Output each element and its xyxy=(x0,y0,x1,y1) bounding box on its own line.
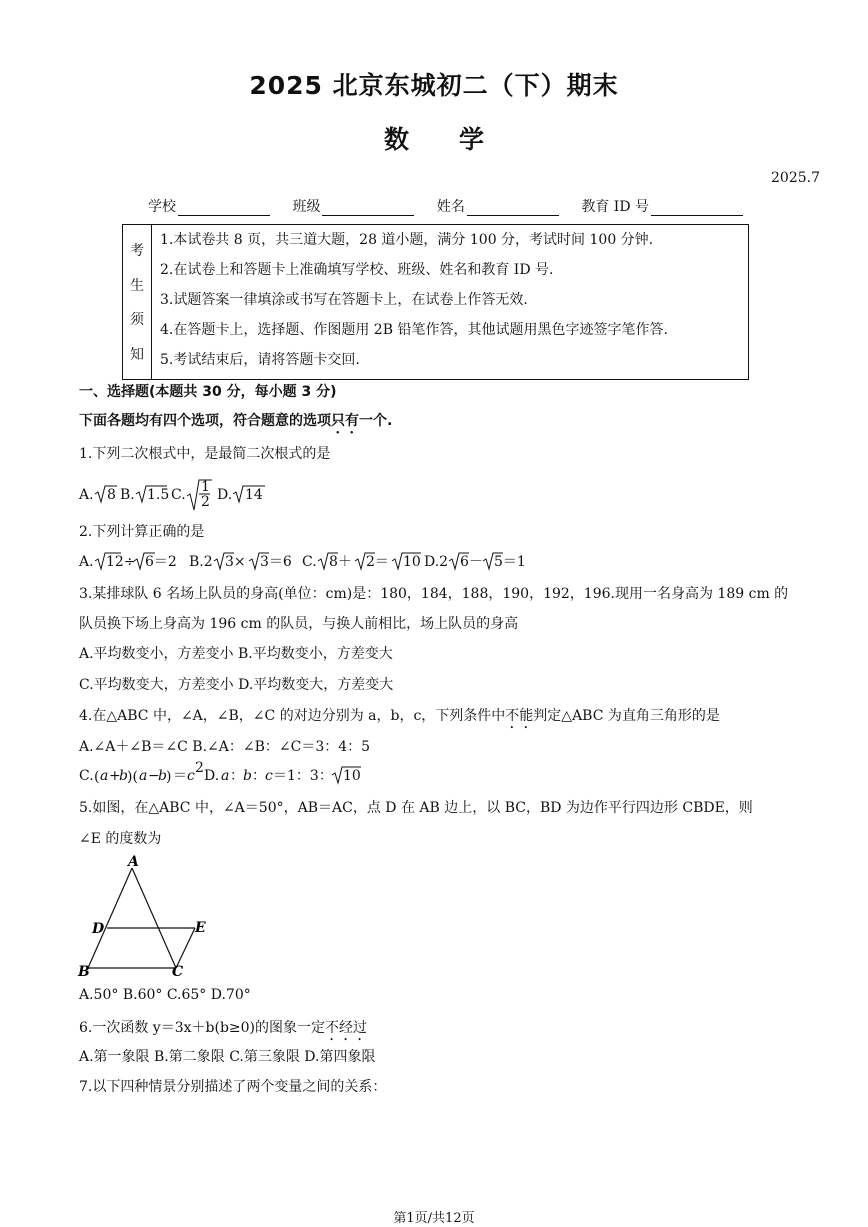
q4-stem-text: 4.在△ABC 中，∠A，∠B，∠C 的对边分别为 a，b，c，下列条件中 xyxy=(79,708,506,724)
svg-text:(: ( xyxy=(94,769,100,785)
svg-text:2: 2 xyxy=(195,760,204,776)
notice-item: 4.在答题卡上，选择题、作图题用 2B 铅笔作答，其他试题用黑色字迹签字笔作答. xyxy=(160,322,668,338)
section-heading: 一、选择题(本题共 30 分，每小题 3 分) xyxy=(79,384,337,400)
q4-stem-text: 判定△ABC 为直角三角形的是 xyxy=(533,708,720,724)
svg-text:B.2: B.2 xyxy=(189,554,213,570)
svg-text:c: c xyxy=(265,768,273,784)
school-field[interactable] xyxy=(148,199,270,215)
svg-text:)(: )( xyxy=(127,769,138,785)
svg-text:2: 2 xyxy=(201,494,210,510)
q1-options xyxy=(79,478,279,516)
svg-text:b: b xyxy=(243,768,252,784)
q6-stem xyxy=(79,1017,367,1044)
svg-text:): ) xyxy=(166,769,172,785)
svg-text:1: 1 xyxy=(201,479,210,495)
school-label: 学校 xyxy=(148,199,176,215)
q5-figure-parallelogram xyxy=(74,852,214,980)
exam-notice-box xyxy=(122,224,749,380)
svg-text:5＝1: 5＝1 xyxy=(494,554,526,570)
q2-options-math xyxy=(79,548,526,574)
q2-stem: 2.下列计算正确的是 xyxy=(79,524,205,540)
svg-text:12÷: 12÷ xyxy=(106,554,136,570)
edge-ec xyxy=(176,928,195,968)
edu-id-label: 教育 ID 号 xyxy=(581,199,650,215)
q4-options-ab: A.∠A＋∠B＝∠C B.∠A：∠B：∠C＝3：4：5 xyxy=(79,739,371,755)
label-b: B xyxy=(78,964,90,980)
svg-text:+: + xyxy=(109,768,121,784)
notice-side-char: 考 xyxy=(130,242,144,259)
notice-item: 3.试题答案一律填涂或书写在答题卡上，在试卷上作答无效. xyxy=(160,292,528,308)
svg-text:−: − xyxy=(148,768,160,784)
edu-id-field[interactable] xyxy=(581,199,743,215)
svg-text:14: 14 xyxy=(245,487,263,503)
q4-options-cd-math xyxy=(79,760,379,788)
q4-options-cd xyxy=(79,760,379,792)
svg-text:10: 10 xyxy=(403,554,421,570)
svg-text:b: b xyxy=(158,768,167,784)
edge-ac xyxy=(132,868,176,968)
svg-text:2＝: 2＝ xyxy=(366,554,389,570)
name-label: 姓名 xyxy=(436,199,465,215)
svg-text:3＝6: 3＝6 xyxy=(260,554,292,570)
page-title: 2025 北京东城初二（下）期末 xyxy=(249,71,619,100)
name-field[interactable] xyxy=(437,199,559,215)
svg-text:A.: A. xyxy=(79,487,94,503)
q3-options-cd: C.平均数变大，方差变小 D.平均数变大，方差变大 xyxy=(79,677,394,693)
section-instruction xyxy=(79,410,392,437)
q6-stem-emphasis: 不经过 xyxy=(325,1020,368,1036)
q3-stem-line2: 队员换下场上身高为 196 cm 的队员，与换人前相比，场上队员的身高 xyxy=(79,616,519,632)
label-d: D xyxy=(92,921,105,937)
svg-text:a: a xyxy=(221,768,230,784)
exam-date: 2025.7 xyxy=(771,170,820,186)
notice-side-char: 知 xyxy=(130,347,144,364)
q1-options-math xyxy=(79,478,279,512)
svg-text:＝: ＝ xyxy=(173,768,187,784)
svg-text:D.: D. xyxy=(217,487,233,503)
notice-item: 2.在试卷上和答题卡上准确填写学校、班级、姓名和教育 ID 号. xyxy=(160,262,554,278)
q3-options-ab: A.平均数变小，方差变小 B.平均数变小，方差变大 xyxy=(79,646,393,662)
svg-text:B.: B. xyxy=(120,487,135,503)
svg-text:C.: C. xyxy=(79,768,94,784)
label-e: E xyxy=(195,920,206,936)
notice-item: 1.本试卷共 8 页，共三道大题，28 道小题，满分 100 分，考试时间 100 分钟. xyxy=(160,232,654,248)
svg-text:：: ： xyxy=(252,768,266,784)
notice-side-char: 生 xyxy=(130,277,144,294)
notice-side-label xyxy=(123,225,152,379)
subject-title: 数 学 xyxy=(383,125,484,154)
q6-options: A.第一象限 B.第二象限 C.第三象限 D.第四象限 xyxy=(79,1049,376,1065)
label-c: C xyxy=(172,964,184,980)
svg-text:8: 8 xyxy=(107,487,116,503)
q4-stem xyxy=(79,705,720,732)
svg-text:b: b xyxy=(119,768,128,784)
q5-options: A.50° B.60° C.65° D.70° xyxy=(79,987,251,1003)
notice-item: 5.考试结束后，请将答题卡交回. xyxy=(160,352,360,368)
instruction-emphasis: 只有 xyxy=(331,413,359,429)
svg-text:6＝2: 6＝2 xyxy=(145,554,177,570)
q4-stem-emphasis: 不能 xyxy=(505,708,534,724)
svg-text:C.: C. xyxy=(171,487,186,503)
svg-text:3×: 3× xyxy=(225,554,246,570)
svg-text:a: a xyxy=(100,768,109,784)
svg-text:a: a xyxy=(139,768,148,784)
q1-stem: 1.下列二次根式中，是最简二次根式的是 xyxy=(79,446,331,462)
notice-side-char: 须 xyxy=(130,312,144,329)
svg-text:：: ： xyxy=(230,768,244,784)
svg-text:C.: C. xyxy=(302,554,317,570)
edge-ab xyxy=(88,868,132,968)
svg-text:8＋: 8＋ xyxy=(329,554,352,570)
notice-items xyxy=(160,228,744,378)
class-label: 班级 xyxy=(292,199,321,215)
q5-stem-line1: 5.如图，在△ABC 中，∠A＝50°，AB＝AC，点 D 在 AB 边上，以 BC，BD 为边作平行四边形 CBDE，则 xyxy=(79,800,753,816)
svg-text:6－: 6－ xyxy=(460,554,483,570)
svg-text:c: c xyxy=(187,768,195,784)
q7-stem: 7.以下四种情景分别描述了两个变量之间的关系： xyxy=(79,1079,387,1095)
svg-text:1.5: 1.5 xyxy=(147,487,170,503)
label-a: A xyxy=(128,854,139,870)
svg-text:D.2: D.2 xyxy=(424,554,449,570)
svg-text:D.: D. xyxy=(204,768,220,784)
q2-options xyxy=(79,548,526,578)
student-info-line xyxy=(148,196,761,216)
q5-stem-line2: ∠E 的度数为 xyxy=(79,831,162,847)
svg-text:10: 10 xyxy=(343,768,361,784)
class-field[interactable] xyxy=(292,199,414,215)
instruction-text: 下面各题均有四个选项，符合题意的选项 xyxy=(79,413,331,429)
instruction-text: 一个. xyxy=(359,413,393,429)
page-number: 第1页/共12页 xyxy=(393,1211,475,1226)
svg-text:＝1：3：: ＝1：3： xyxy=(273,768,333,784)
q3-stem-line1: 3.某排球队 6 名场上队员的身高(单位：cm)是：180，184，188，190，192，196.现用一名身高为 189 cm 的 xyxy=(79,586,789,602)
q6-stem-text: 6.一次函数 y＝3x＋b(b≥0)的图象一定 xyxy=(79,1020,326,1036)
svg-text:A.: A. xyxy=(79,554,94,570)
